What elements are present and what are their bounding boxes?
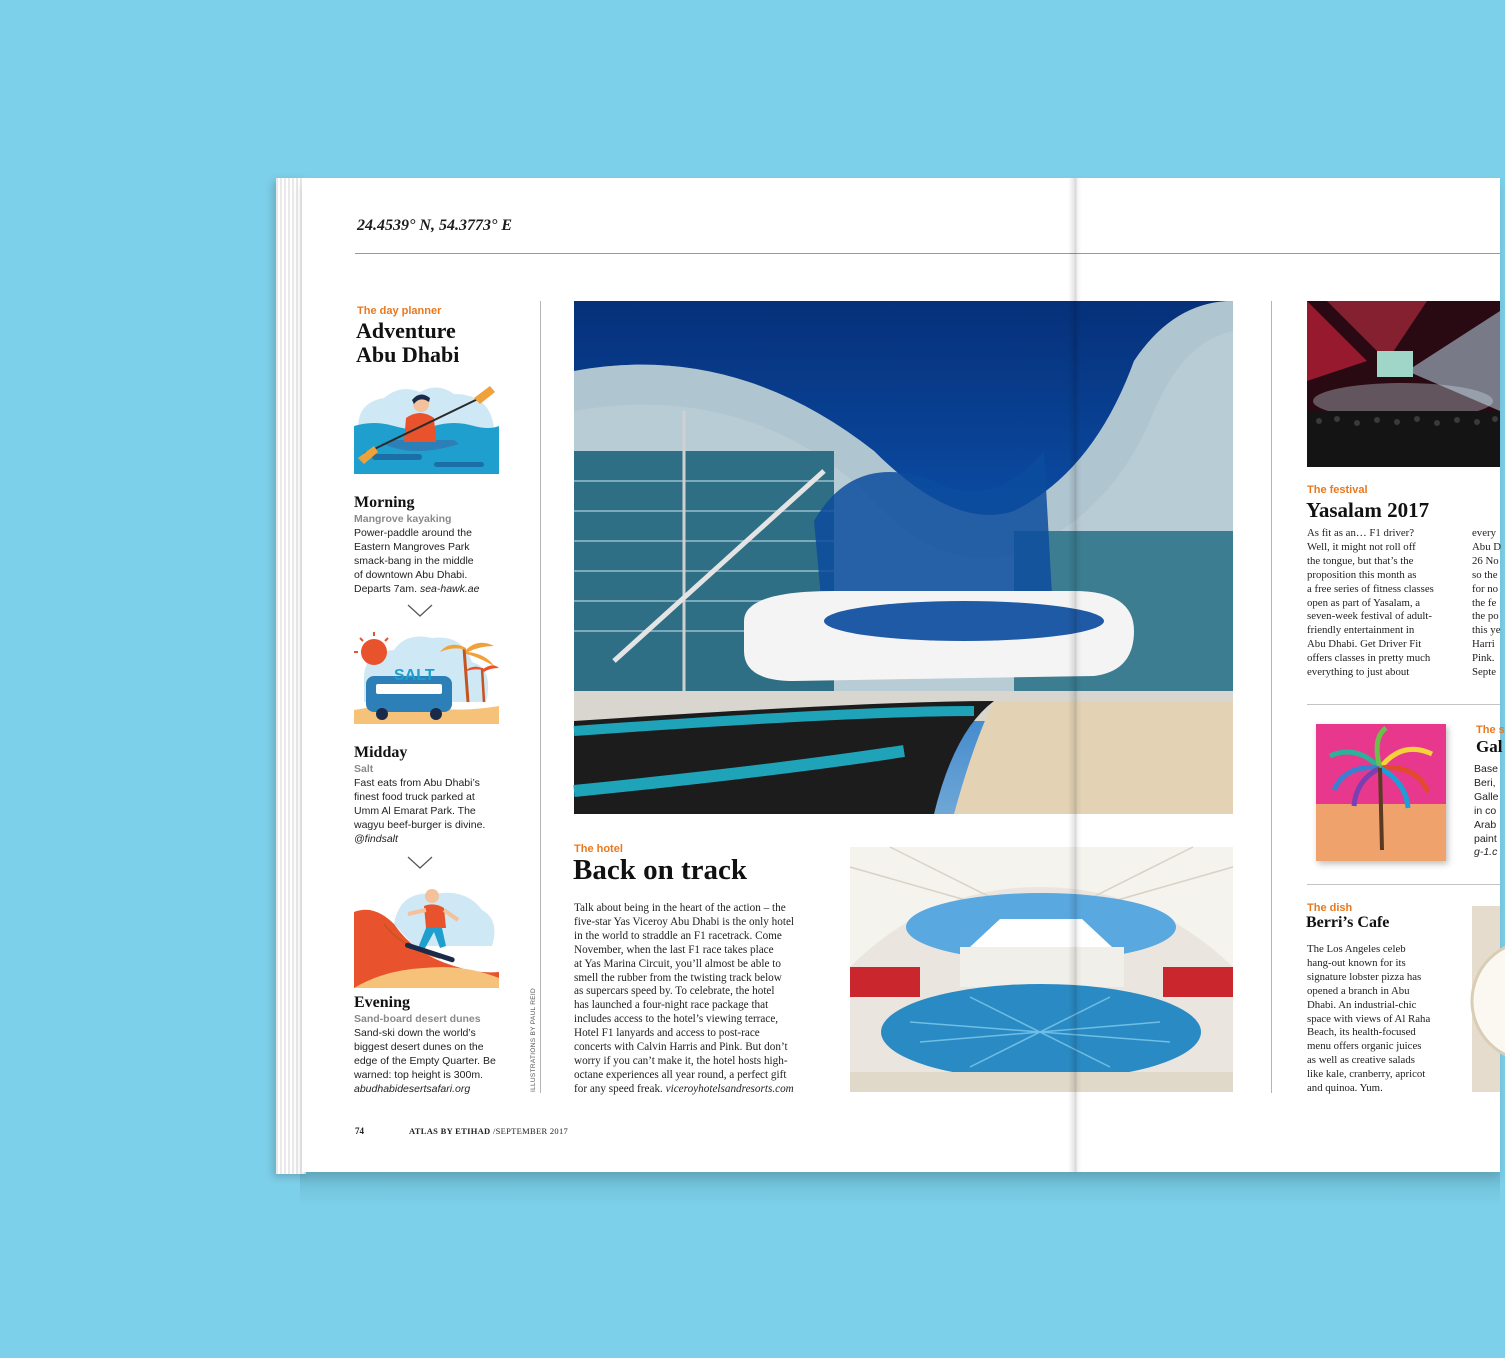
hotel-pool-photo [850,847,1233,1092]
kayak-illustration [354,382,499,474]
hotel-line: has launched a four-night race package that [574,999,769,1012]
morning-subheading: Mangrove kayaking [354,513,452,525]
evening-line: Sand-ski down the world’s [354,1027,476,1039]
gallery-title: Gal [1476,737,1503,756]
chevron-down-icon [407,856,433,870]
midday-line: Fast eats from Abu Dhabi’s [354,777,480,789]
header-rule [355,253,1500,254]
festival-photo-art [1307,301,1500,467]
dish-line: Dhabi. An industrial-chic [1307,998,1417,1011]
dish-title: Berri’s Cafe [1306,914,1390,931]
hotel-line: at Yas Marina Circuit, you’ll almost be able to [574,957,781,970]
evening-link[interactable]: abudhabidesertsafari.org [354,1082,471,1095]
morning-link[interactable]: sea-hawk.ae [419,582,480,595]
gallery-line: Base [1474,763,1498,775]
footer-magazine-line [409,1126,568,1136]
midday-heading: Midday [354,744,408,761]
festival-line: Abu Dhabi. Get Driver Fit [1307,638,1422,651]
festival-kicker: The festival [1307,484,1368,496]
food-truck-illustration [354,632,499,724]
footer-issue: /SEPTEMBER 2017 [492,1126,569,1136]
midday-subheading: Salt [354,763,374,775]
midday-line: finest food truck parked at [354,790,475,803]
sandboard-illustration [354,884,499,988]
palm-painting-photo [1316,724,1446,861]
gallery-link[interactable]: g-1.c [1474,846,1498,859]
column-divider-right [1271,301,1272,1093]
page-number: 74 [355,1126,364,1136]
hotel-link[interactable]: viceroyhotelsandresorts.com [665,1082,794,1095]
evening-line: edge of the Empty Quarter. Be [354,1054,496,1067]
right-column-rule-1 [1307,704,1500,705]
hotel-title: Back on track [573,854,747,886]
festival-concert-photo [1307,301,1500,467]
dish-line: as well as creative salads [1307,1054,1415,1067]
morning-line: smack-bang in the middle [354,554,474,567]
festival-line: 26 No [1472,554,1499,567]
planner-kicker: The day planner [357,305,442,317]
coordinates-header: 24.4539° N, 54.3773° E [357,217,513,234]
festival-line: friendly entertainment in [1307,624,1415,637]
midday-line: wagyu beef-burger is divine. [354,818,486,831]
morning-text [354,527,534,597]
festival-line: the tongue, but that’s the [1307,554,1414,567]
midday-line: Umm Al Emarat Park. The [354,804,476,817]
hotel-line: five-star Yas Viceroy Abu Dhabi is the only hotel [574,915,795,928]
yas-viceroy-hotel-photo [574,301,1233,814]
dish-line: like kale, cranberry, apricot [1307,1068,1426,1081]
festival-line: Abu D [1472,540,1502,553]
evening-heading: Evening [354,994,411,1011]
festival-line: seven-week festival of adult- [1307,610,1433,623]
festival-body-col1 [1307,527,1467,680]
dish-plate-photo [1472,906,1500,1092]
dish-plate-art [1472,906,1500,1092]
hotel-line: smell the rubber from the twisting track below [574,971,782,984]
right-column-rule-2 [1307,884,1500,885]
hotel-line: November, when the last F1 race takes place [574,943,774,956]
pool-photo-art [850,847,1233,1092]
palm-painting-art [1316,724,1446,861]
planner-title-line-2: Abu Dhabi [356,342,460,367]
hotel-photo-art [574,301,1233,814]
festival-line: offers classes in pretty much [1307,652,1431,665]
hotel-line: concerts with Calvin Harris and Pink. But don’t [574,1041,788,1054]
morning-line: of downtown Abu Dhabi. [354,568,468,581]
hotel-line: in the world to straddle an F1 racetrack. Come [574,929,782,942]
footer-magazine-name: ATLAS BY ETIHAD [409,1126,491,1136]
hotel-line: Hotel F1 lanyards and access to post-race [574,1027,760,1040]
hotel-kicker: The hotel [574,843,623,855]
hotel-line: octane experiences all year round, a perfect gift [574,1068,787,1081]
hotel-line-last [574,1083,844,1097]
festival-line: the fe [1472,596,1497,609]
hotel-last-line: for any speed freak. [574,1082,663,1095]
dish-line: opened a branch in Abu [1307,984,1410,997]
dish-line: signature lobster pizza has [1307,970,1422,983]
dish-line: space with views of Al Raha [1307,1012,1431,1025]
evening-subheading: Sand-board desert dunes [354,1013,481,1025]
morning-line: Power-paddle around the [354,527,472,539]
planner-title [356,319,459,367]
hotel-line: worry if you can’t make it, the hotel hosts high- [574,1054,788,1067]
midday-text [354,777,534,847]
festival-line: so the [1472,568,1498,581]
morning-heading: Morning [354,494,415,511]
gallery-kicker: The s [1476,724,1505,736]
festival-line: every [1472,527,1496,539]
festival-line: As fit as an… F1 driver? [1307,527,1415,539]
chevron-down-icon [407,604,433,618]
festival-line: everything to just about [1307,666,1410,679]
evening-text [354,1027,534,1097]
evening-line: warned: top height is 300m. [354,1068,483,1081]
gallery-line: Beri, [1474,776,1496,789]
dish-line: and quinoa. Yum. [1307,1082,1383,1095]
illustration-credit: ILLUSTRATIONS BY PAUL REID [530,987,537,1092]
dish-line: The Los Angeles celeb [1307,943,1406,955]
hotel-line: includes access to the hotel’s viewing terrace, [574,1013,779,1026]
morning-line-last [354,583,534,597]
dish-line: hang-out known for its [1307,956,1406,969]
dish-kicker: The dish [1307,902,1353,914]
hotel-line: as supercars speed by. To celebrate, the hotel [574,985,775,998]
festival-body-col2 [1472,527,1500,680]
gallery-body [1474,763,1500,860]
festival-line: the po [1472,610,1499,623]
gallery-line: in co [1474,804,1497,817]
magazine-shadow [300,1168,1500,1206]
hotel-line: Talk about being in the heart of the action – the [574,902,786,914]
festival-line: for no [1472,582,1499,595]
gallery-line: Arab [1474,818,1497,831]
gallery-line: Galle [1474,790,1499,803]
column-divider-left [540,301,541,1093]
dish-body [1307,943,1467,1096]
festival-line: proposition this month as [1307,568,1417,581]
morning-line: Eastern Mangroves Park [354,540,470,553]
gallery-line: paint [1474,832,1497,845]
morning-departs: Departs 7am. [354,582,418,595]
festival-line: a free series of fitness classes [1307,582,1434,595]
planner-title-line-1: Adventure [356,318,456,343]
festival-title: Yasalam 2017 [1306,498,1430,522]
evening-line: biggest desert dunes on the [354,1040,484,1053]
dish-line: Beach, its health-focused [1307,1026,1416,1039]
festival-line: this ye [1472,624,1501,637]
hotel-body [574,902,844,1097]
festival-line: open as part of Yasalam, a [1307,596,1421,609]
festival-line: Pink. [1472,652,1495,665]
dish-line: menu offers organic juices [1307,1040,1422,1053]
festival-line: Septe [1472,666,1496,679]
festival-line: Well, it might not roll off [1307,540,1416,553]
midday-link[interactable]: @findsalt [354,832,398,845]
festival-line: Harri [1472,638,1495,651]
truck-sign: SALT [394,667,435,684]
